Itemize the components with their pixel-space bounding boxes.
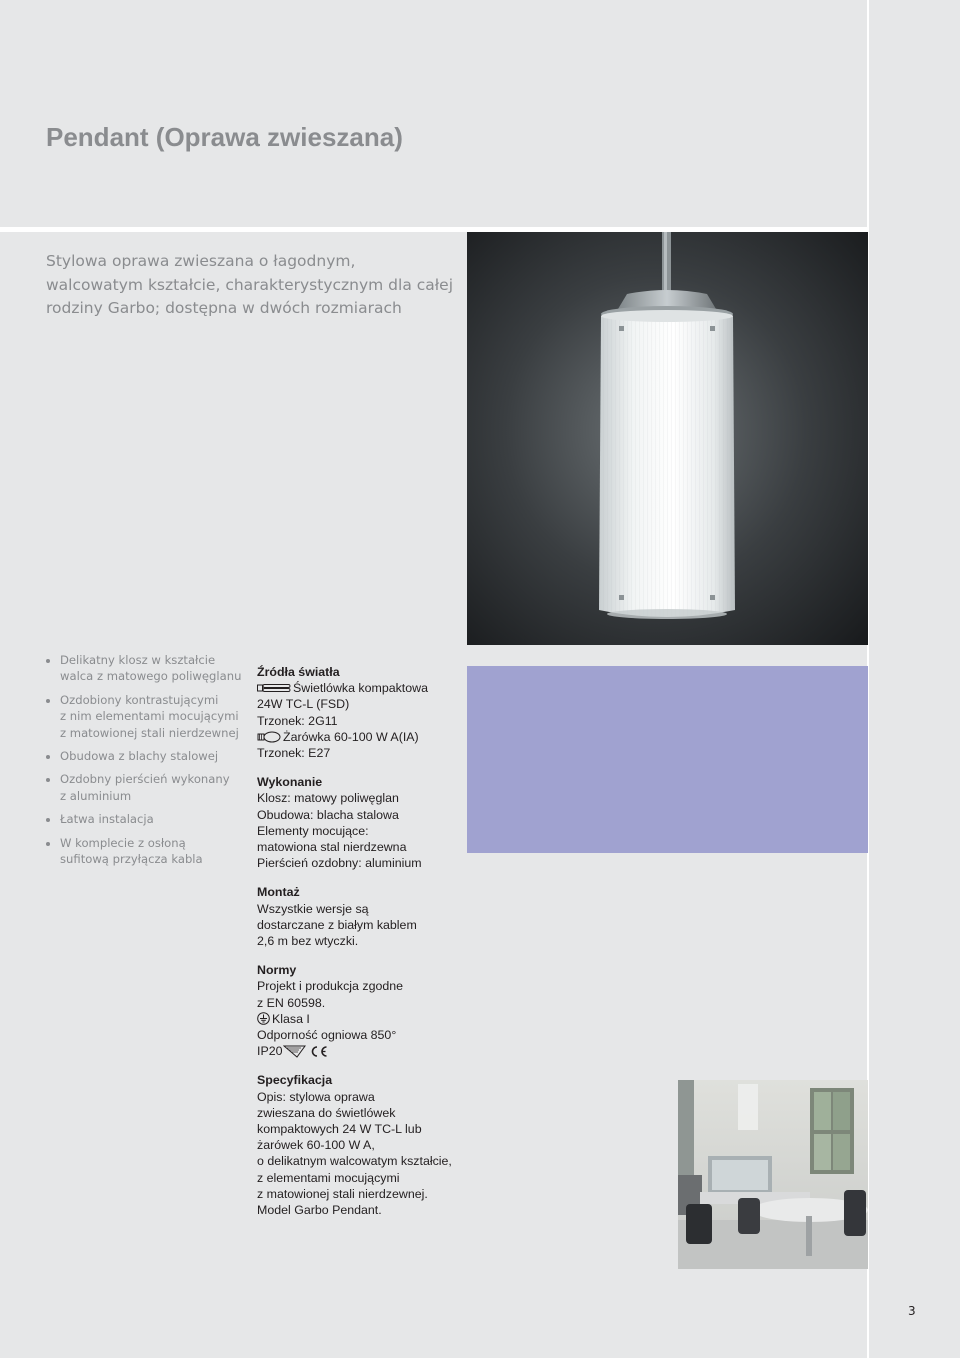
right-side-strip bbox=[869, 0, 960, 1358]
spec-line: kompaktowych 24 W TC-L lub bbox=[257, 1122, 422, 1137]
mounting-section bbox=[257, 884, 462, 949]
spec-line: dostarczane z białym kablem bbox=[257, 917, 417, 932]
spec-line: z EN 60598. bbox=[257, 995, 326, 1010]
feature-line: Ozdobiony kontrastującymi bbox=[60, 692, 219, 707]
feature-list bbox=[46, 652, 251, 874]
feature-item bbox=[46, 692, 251, 741]
feature-item bbox=[46, 771, 251, 804]
spec-line: Obudowa: blacha stalowa bbox=[257, 807, 399, 822]
feature-line: z nim elementami mocującymi bbox=[60, 709, 239, 724]
feature-line: W komplecie z osłoną bbox=[60, 835, 186, 850]
spec-line: Trzonek: 2G11 bbox=[257, 713, 338, 728]
feature-line: walca z matowego poliwęglanu bbox=[60, 669, 242, 684]
light-sources-section bbox=[257, 664, 462, 761]
spec-line bbox=[257, 1011, 462, 1027]
section-heading: Wykonanie bbox=[257, 775, 323, 790]
pendant-lamp-photo bbox=[467, 232, 868, 645]
spec-line: żarówek 60-100 W A, bbox=[257, 1138, 375, 1153]
section-heading: Źródła światła bbox=[257, 665, 340, 679]
spec-line: Trzonek: E27 bbox=[257, 746, 331, 761]
spec-line bbox=[257, 680, 462, 696]
section-heading: Montaż bbox=[257, 885, 300, 900]
spec-line: 24W TC-L (FSD) bbox=[257, 697, 350, 712]
feature-item bbox=[46, 748, 251, 764]
section-heading: Normy bbox=[257, 963, 297, 978]
construction-section bbox=[257, 774, 462, 871]
spec-line: z matowionej stali nierdzewnej. bbox=[257, 1186, 428, 1201]
feature-item bbox=[46, 811, 251, 827]
spec-line: Projekt i produkcja zgodne bbox=[257, 979, 404, 994]
spec-line: o delikatnym walcowatym kształcie, bbox=[257, 1154, 452, 1169]
lamp2-name: Żarówka 60-100 W A(IA) bbox=[283, 729, 419, 744]
intro-line: rodziny Garbo; dostępna w dwóch rozmiarach bbox=[46, 299, 402, 317]
protective-earth-icon bbox=[257, 1012, 270, 1025]
ip-rating: IP20 bbox=[257, 1044, 283, 1059]
feature-line: Delikatny klosz w kształcie bbox=[60, 653, 216, 667]
feature-item bbox=[46, 652, 251, 685]
page-title: Pendant (Oprawa zwieszana) bbox=[46, 122, 403, 152]
spec-line: Wszystkie wersje są bbox=[257, 901, 369, 916]
spec-line: Opis: stylowa oprawa bbox=[257, 1089, 375, 1104]
spec-line bbox=[257, 1043, 462, 1059]
feature-item bbox=[46, 835, 251, 868]
feature-line: Obudowa z blachy stalowej bbox=[60, 749, 219, 764]
specifications-column bbox=[257, 664, 462, 1231]
spec-line: z elementami mocującymi bbox=[257, 1170, 400, 1185]
feature-line: z matowionej stali nierdzewnej bbox=[60, 725, 239, 740]
class-label: Klasa I bbox=[272, 1011, 310, 1026]
intro-text bbox=[46, 250, 454, 321]
intro-line: Stylowa oprawa zwieszana o łagodnym, bbox=[46, 252, 356, 270]
intro-line: walcowatym kształcie, charakterystycznym dla całej bbox=[46, 275, 454, 294]
header-band bbox=[0, 0, 867, 227]
accent-color-box bbox=[467, 666, 868, 853]
compact-fluorescent-icon bbox=[257, 683, 291, 693]
page-number: 3 bbox=[908, 1304, 916, 1318]
spec-line: Klosz: matowy poliwęglan bbox=[257, 791, 399, 806]
office-interior-photo bbox=[678, 1080, 868, 1269]
spec-line: matowiona stal nierdzewna bbox=[257, 840, 407, 855]
spec-line bbox=[257, 729, 462, 745]
spec-line: zwieszana do świetlówek bbox=[257, 1105, 396, 1120]
feature-line: z aluminium bbox=[60, 788, 132, 803]
spec-line: Elementy mocujące: bbox=[257, 823, 369, 838]
lamp1-name: Świetlówka kompaktowa bbox=[293, 681, 428, 696]
spec-line: Pierścień ozdobny: aluminium bbox=[257, 856, 422, 871]
section-heading: Specyfikacja bbox=[257, 1073, 333, 1088]
spec-line: 2,6 m bez wtyczki. bbox=[257, 934, 359, 949]
spec-line: Odporność ogniowa 850° bbox=[257, 1028, 397, 1043]
feature-line: sufitową przyłącza kabla bbox=[60, 852, 203, 867]
ce-mark-icon bbox=[309, 1045, 329, 1058]
feature-line: Łatwa instalacja bbox=[60, 812, 154, 827]
fire-resistance-icon bbox=[283, 1045, 307, 1058]
incandescent-bulb-icon bbox=[257, 731, 281, 743]
spec-line: Model Garbo Pendant. bbox=[257, 1203, 382, 1218]
feature-line: Ozdobny pierścień wykonany bbox=[60, 772, 230, 787]
standards-section bbox=[257, 962, 462, 1059]
specification-section bbox=[257, 1072, 462, 1218]
